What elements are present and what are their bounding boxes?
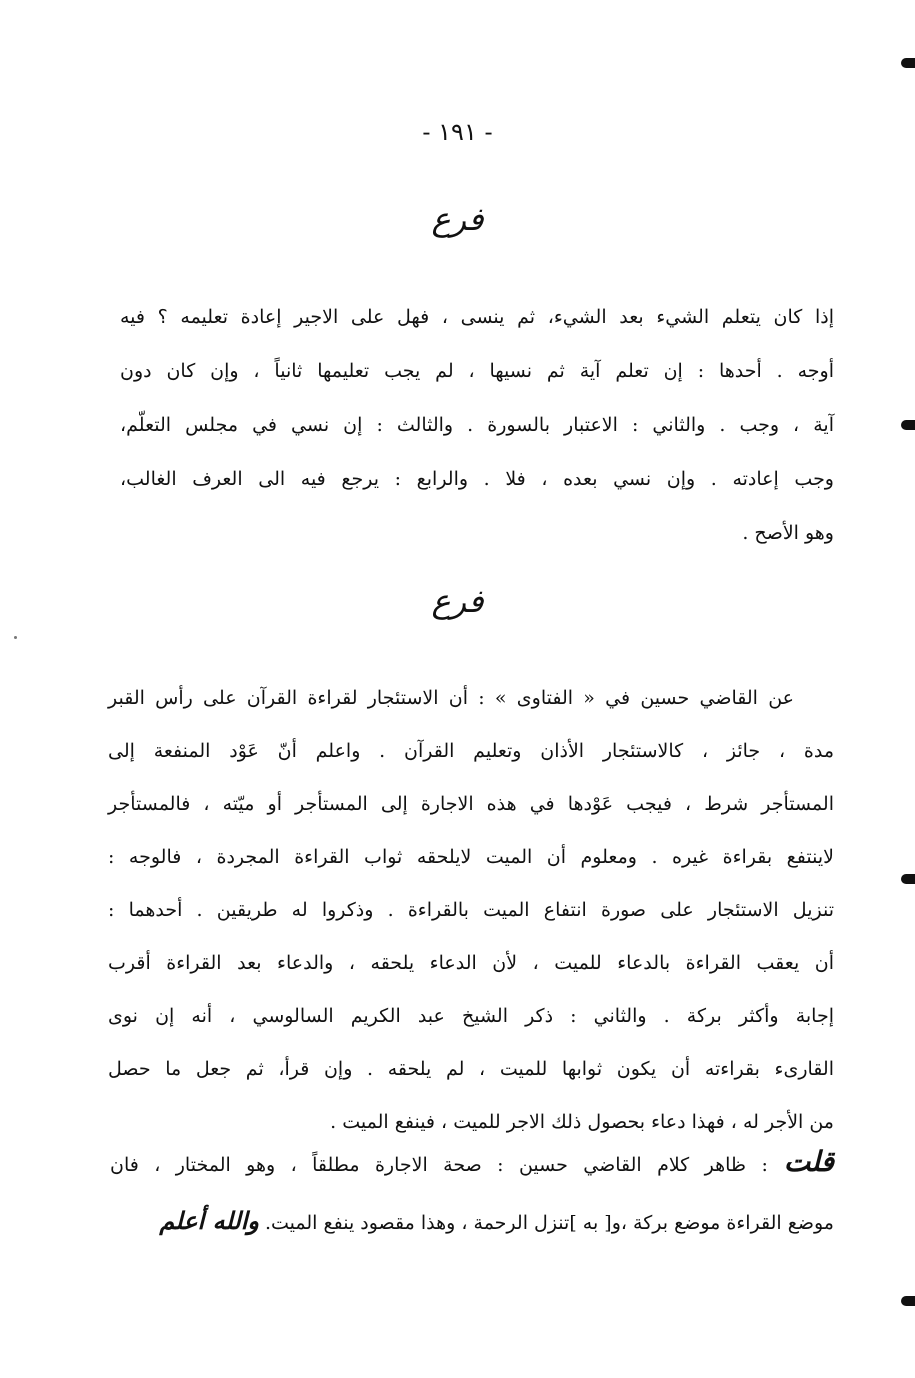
scan-speck [14,636,17,639]
paragraph-2-line: المستأجر شرط ، فيجب عَوْدها في هذه الاجارة إلى المستأجر أو ميّته ، فالمستأجر [108,793,834,815]
section-heading-2: فرع [431,582,484,620]
paragraph-1-line: إذا كان يتعلم الشيء بعد الشيء، ثم ينسى ، فهل على الاجير إعادة تعليمه ؟ فيه [120,306,834,328]
paragraph-1-line: آية ، وجب . والثاني : الاعتبار بالسورة . والثالث : إن نسي في مجلس التعلّم، [120,414,834,436]
closing-formula: والله أعلم [159,1206,259,1235]
paragraph-2-line: مدة ، جائز ، كالاستئجار الأذان وتعليم القرآن . واعلم أنّ عَوْد المنفعة إلى [108,740,834,762]
paragraph-2-line: تنزيل الاستئجار على صورة انتفاع الميت بالقراءة . وذكروا له طريقين . أحدهما : [108,899,834,921]
paragraph-2-line: عن القاضي حسين في « الفتاوى » : أن الاستئجار لقراءة القرآن على رأس القبر [108,687,794,709]
scan-edge-mark [901,420,915,430]
paragraph-2-line: أن يعقب القراءة بالدعاء للميت ، لأن الدعاء يلحقه ، والدعاء بعد القراءة أقرب [108,952,834,974]
section-heading-1: فرع [431,200,484,238]
paragraph-1-line: وهو الأصح . [742,522,834,544]
paragraph-2-line: القارىء بقراءته أن يكون ثوابها للميت ، لم يلحقه . وإن قرأ، ثم جعل ما حصل [108,1058,834,1080]
page-number: - ١٩١ - [422,118,493,146]
qultu-lead-word: قلت [783,1145,834,1178]
paragraph-3-text-2: موضع القراءة موضع بركة ،و[ به ]تنزل الرحمة ، وهذا مقصود ينفع الميت. [264,1212,834,1234]
paragraph-1 [120,290,834,560]
paragraph-3-text-1: : ظاهر كلام القاضي حسين : صحة الاجارة مطلقاً ، وهو المختار ، فان [110,1154,768,1176]
paragraph-2-line: إجابة وأكثر بركة . والثاني : ذكر الشيخ عبد الكريم السالوسي ، أنه إن نوى [108,1005,834,1027]
scan-edge-mark [901,1296,915,1306]
paragraph-1-line: أوجه . أحدها : إن تعلم آية ثم نسيها ، لم يجب تعليمها ثانياً ، وإن كان دون [120,360,834,382]
paragraph-2-line: لاينتفع بقراءة غيره . ومعلوم أن الميت لايلحقه ثواب القراءة المجردة ، فالوجه : [108,846,834,868]
scan-edge-mark [901,58,915,68]
paragraph-2-line: من الأجر له ، فهذا دعاء بحصول ذلك الاجر للميت ، فينفع الميت . [330,1111,834,1133]
paragraph-3-line-2 [110,1193,834,1251]
scan-edge-mark [901,874,915,884]
paragraph-1-line: وجب إعادته . وإن نسي بعده ، فلا . والرابع : يرجع فيه الى العرف الغالب، [120,468,834,490]
paragraph-3 [110,1134,834,1251]
paragraph-3-line-1 [110,1134,834,1193]
paragraph-2 [108,672,834,1149]
